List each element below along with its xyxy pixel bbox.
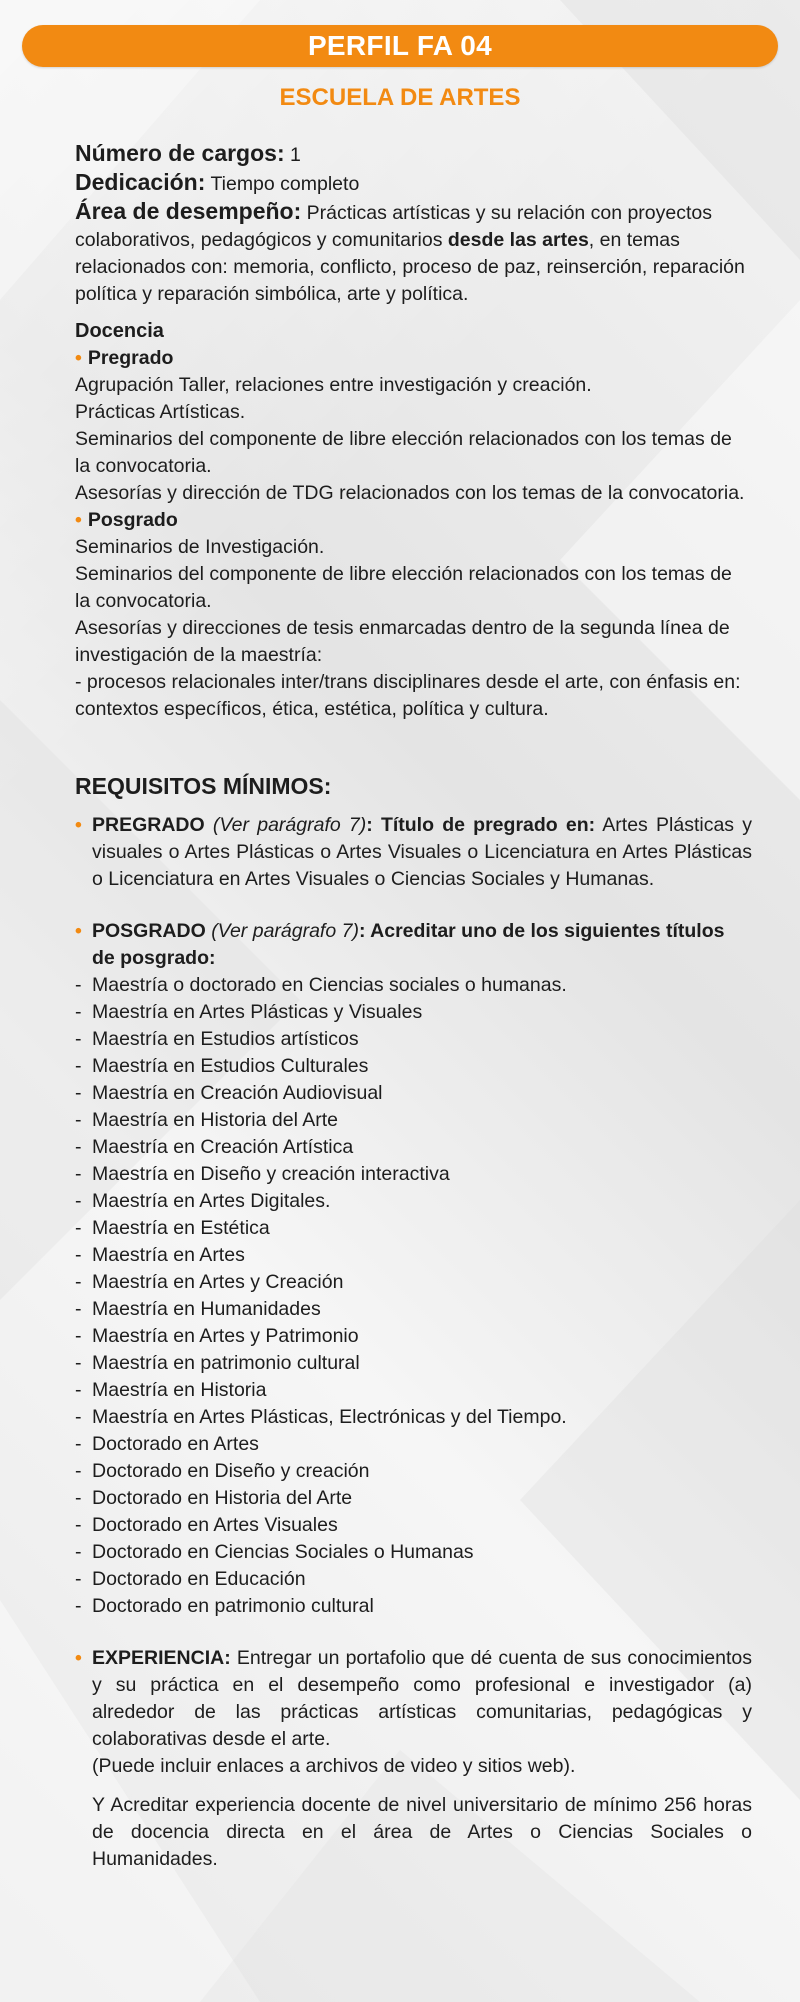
degree-list-item: - Maestría en Artes y Patrimonio — [75, 1323, 752, 1350]
area-label: Área de desempeño: — [75, 198, 302, 224]
degree-list-item: - Doctorado en patrimonio cultural — [75, 1593, 752, 1620]
degree-list-item: - Maestría en Artes Plásticas y Visuales — [75, 999, 752, 1026]
pregrado-title: Pregrado — [87, 347, 174, 369]
degree-list-item: - Maestría en Historia — [75, 1377, 752, 1404]
posgrado-req-title: : Acreditar uno de los siguientes títulos de posgrado: — [92, 920, 725, 969]
pregrado-req-title: : Título de pregrado en: — [366, 814, 596, 836]
degree-list-item: - Maestría en Artes y Creación — [75, 1269, 752, 1296]
posgrado-line: Seminarios de Investigación. — [75, 536, 325, 558]
pregrado-line: Prácticas Artísticas. — [75, 401, 246, 423]
pregrado-req-text: Artes Plásticas y visuales o Artes Plásticas o Artes Visuales o Licenciatura en Artes Plásticas o Licenciatura en Artes Visuales o Ciencias Sociales y Humanas. — [92, 814, 753, 890]
area-field — [75, 198, 752, 308]
pregrado-line: Seminarios del componente de libre elección relacionados con los temas de la convocatoria. — [75, 428, 732, 477]
experiencia-requirement — [75, 1645, 752, 1873]
experiencia-label: EXPERIENCIA: — [92, 1647, 231, 1669]
cargos-field — [75, 140, 752, 169]
degree-list-item: - Maestría en Artes Digitales. — [75, 1188, 752, 1215]
experiencia-extra: Y Acreditar experiencia docente de nivel universitario de mínimo 256 horas de docencia directa en el área de Artes o Ciencias Sociales o Humanidades. — [92, 1794, 752, 1870]
bullet-icon: • — [75, 814, 82, 836]
degree-list-item: - Maestría en Artes — [75, 1242, 752, 1269]
requisitos-heading: REQUISITOS MÍNIMOS: — [75, 773, 332, 799]
cargos-label: Número de cargos: — [75, 140, 285, 166]
posgrado-requirement — [75, 918, 752, 972]
banner-title: PERFIL FA 04 — [307, 30, 493, 61]
posgrado-line: Seminarios del componente de libre elección relacionados con los temas de la convocatoria. — [75, 563, 732, 612]
posgrado-degree-list — [75, 972, 752, 1620]
pregrado-line: Asesorías y dirección de TDG relacionados con los temas de la convocatoria. — [75, 482, 745, 504]
bullet-icon: • — [75, 509, 82, 531]
cargos-value: 1 — [290, 144, 301, 166]
degree-list-item: - Doctorado en Historia del Arte — [75, 1485, 752, 1512]
posgrado-req-label: POSGRADO — [92, 920, 206, 942]
document-body — [75, 140, 752, 1873]
degree-list-item: - Maestría en patrimonio cultural — [75, 1350, 752, 1377]
degree-list-item: - Doctorado en Ciencias Sociales o Humanas — [75, 1539, 752, 1566]
dedicacion-value: Tiempo completo — [210, 173, 360, 195]
docencia-heading: Docencia — [75, 320, 164, 342]
pregrado-line: Agrupación Taller, relaciones entre investigación y creación. — [75, 374, 592, 396]
posgrado-req-note: (Ver parágrafo 7) — [211, 920, 359, 942]
degree-list-item: - Doctorado en Educación — [75, 1566, 752, 1593]
degree-list-item: - Maestría en Humanidades — [75, 1296, 752, 1323]
degree-list-item: - Maestría en Creación Artística — [75, 1134, 752, 1161]
degree-list-item: - Maestría en Diseño y creación interactiva — [75, 1161, 752, 1188]
degree-list-item: - Doctorado en Artes — [75, 1431, 752, 1458]
area-text-1: Prácticas artísticas y su relación con proyectos colaborativos, pedagógicos y comunitarios — [75, 202, 713, 251]
degree-list-item: - Maestría en Estética — [75, 1215, 752, 1242]
posgrado-line: Asesorías y direcciones de tesis enmarcadas dentro de la segunda línea de investigación de la maestría: — [75, 617, 730, 666]
posgrado-docencia — [75, 507, 752, 723]
degree-list-item: - Maestría en Estudios Culturales — [75, 1053, 752, 1080]
degree-list-item: - Maestría en Creación Audiovisual — [75, 1080, 752, 1107]
pregrado-docencia — [75, 345, 752, 507]
degree-list-item: - Maestría en Estudios artísticos — [75, 1026, 752, 1053]
bullet-icon: • — [75, 347, 82, 369]
pregrado-requirement — [75, 812, 752, 893]
degree-list-item: - Doctorado en Diseño y creación — [75, 1458, 752, 1485]
area-text-2: , en temas relacionados con: memoria, conflicto, proceso de paz, reinserción, reparación política y reparación simbólica, arte y política. — [75, 229, 745, 305]
degree-list-item: - Maestría en Artes Plásticas, Electrónicas y del Tiempo. — [75, 1404, 752, 1431]
degree-list-item: - Doctorado en Artes Visuales — [75, 1512, 752, 1539]
dedicacion-field — [75, 169, 752, 198]
pregrado-req-label: PREGRADO — [92, 814, 205, 836]
school-subtitle: ESCUELA DE ARTES — [279, 84, 521, 111]
experiencia-note: (Puede incluir enlaces a archivos de video y sitios web). — [92, 1755, 576, 1777]
experiencia-text: Entregar un portafolio que dé cuenta de sus conocimientos y su práctica en el desempeño como profesional e investigador (a) alrededor de las prácticas artísticas comunitarias, pedagógicas y colaborativas desde el arte. — [92, 1647, 753, 1750]
bullet-icon: • — [75, 1647, 82, 1669]
dedicacion-label: Dedicación: — [75, 169, 206, 195]
posgrado-title: Posgrado — [87, 509, 178, 531]
posgrado-line: - procesos relacionales inter/trans disciplinares desde el arte, con énfasis en: contextos específicos, ética, estética, política y cultura. — [75, 671, 741, 720]
degree-list-item: - Maestría o doctorado en Ciencias sociales o humanas. — [75, 972, 752, 999]
degree-list-item: - Maestría en Historia del Arte — [75, 1107, 752, 1134]
area-text-bold: desde las artes — [447, 229, 589, 251]
profile-banner — [22, 25, 778, 67]
bullet-icon: • — [75, 920, 82, 942]
pregrado-req-note: (Ver parágrafo 7) — [212, 814, 367, 836]
